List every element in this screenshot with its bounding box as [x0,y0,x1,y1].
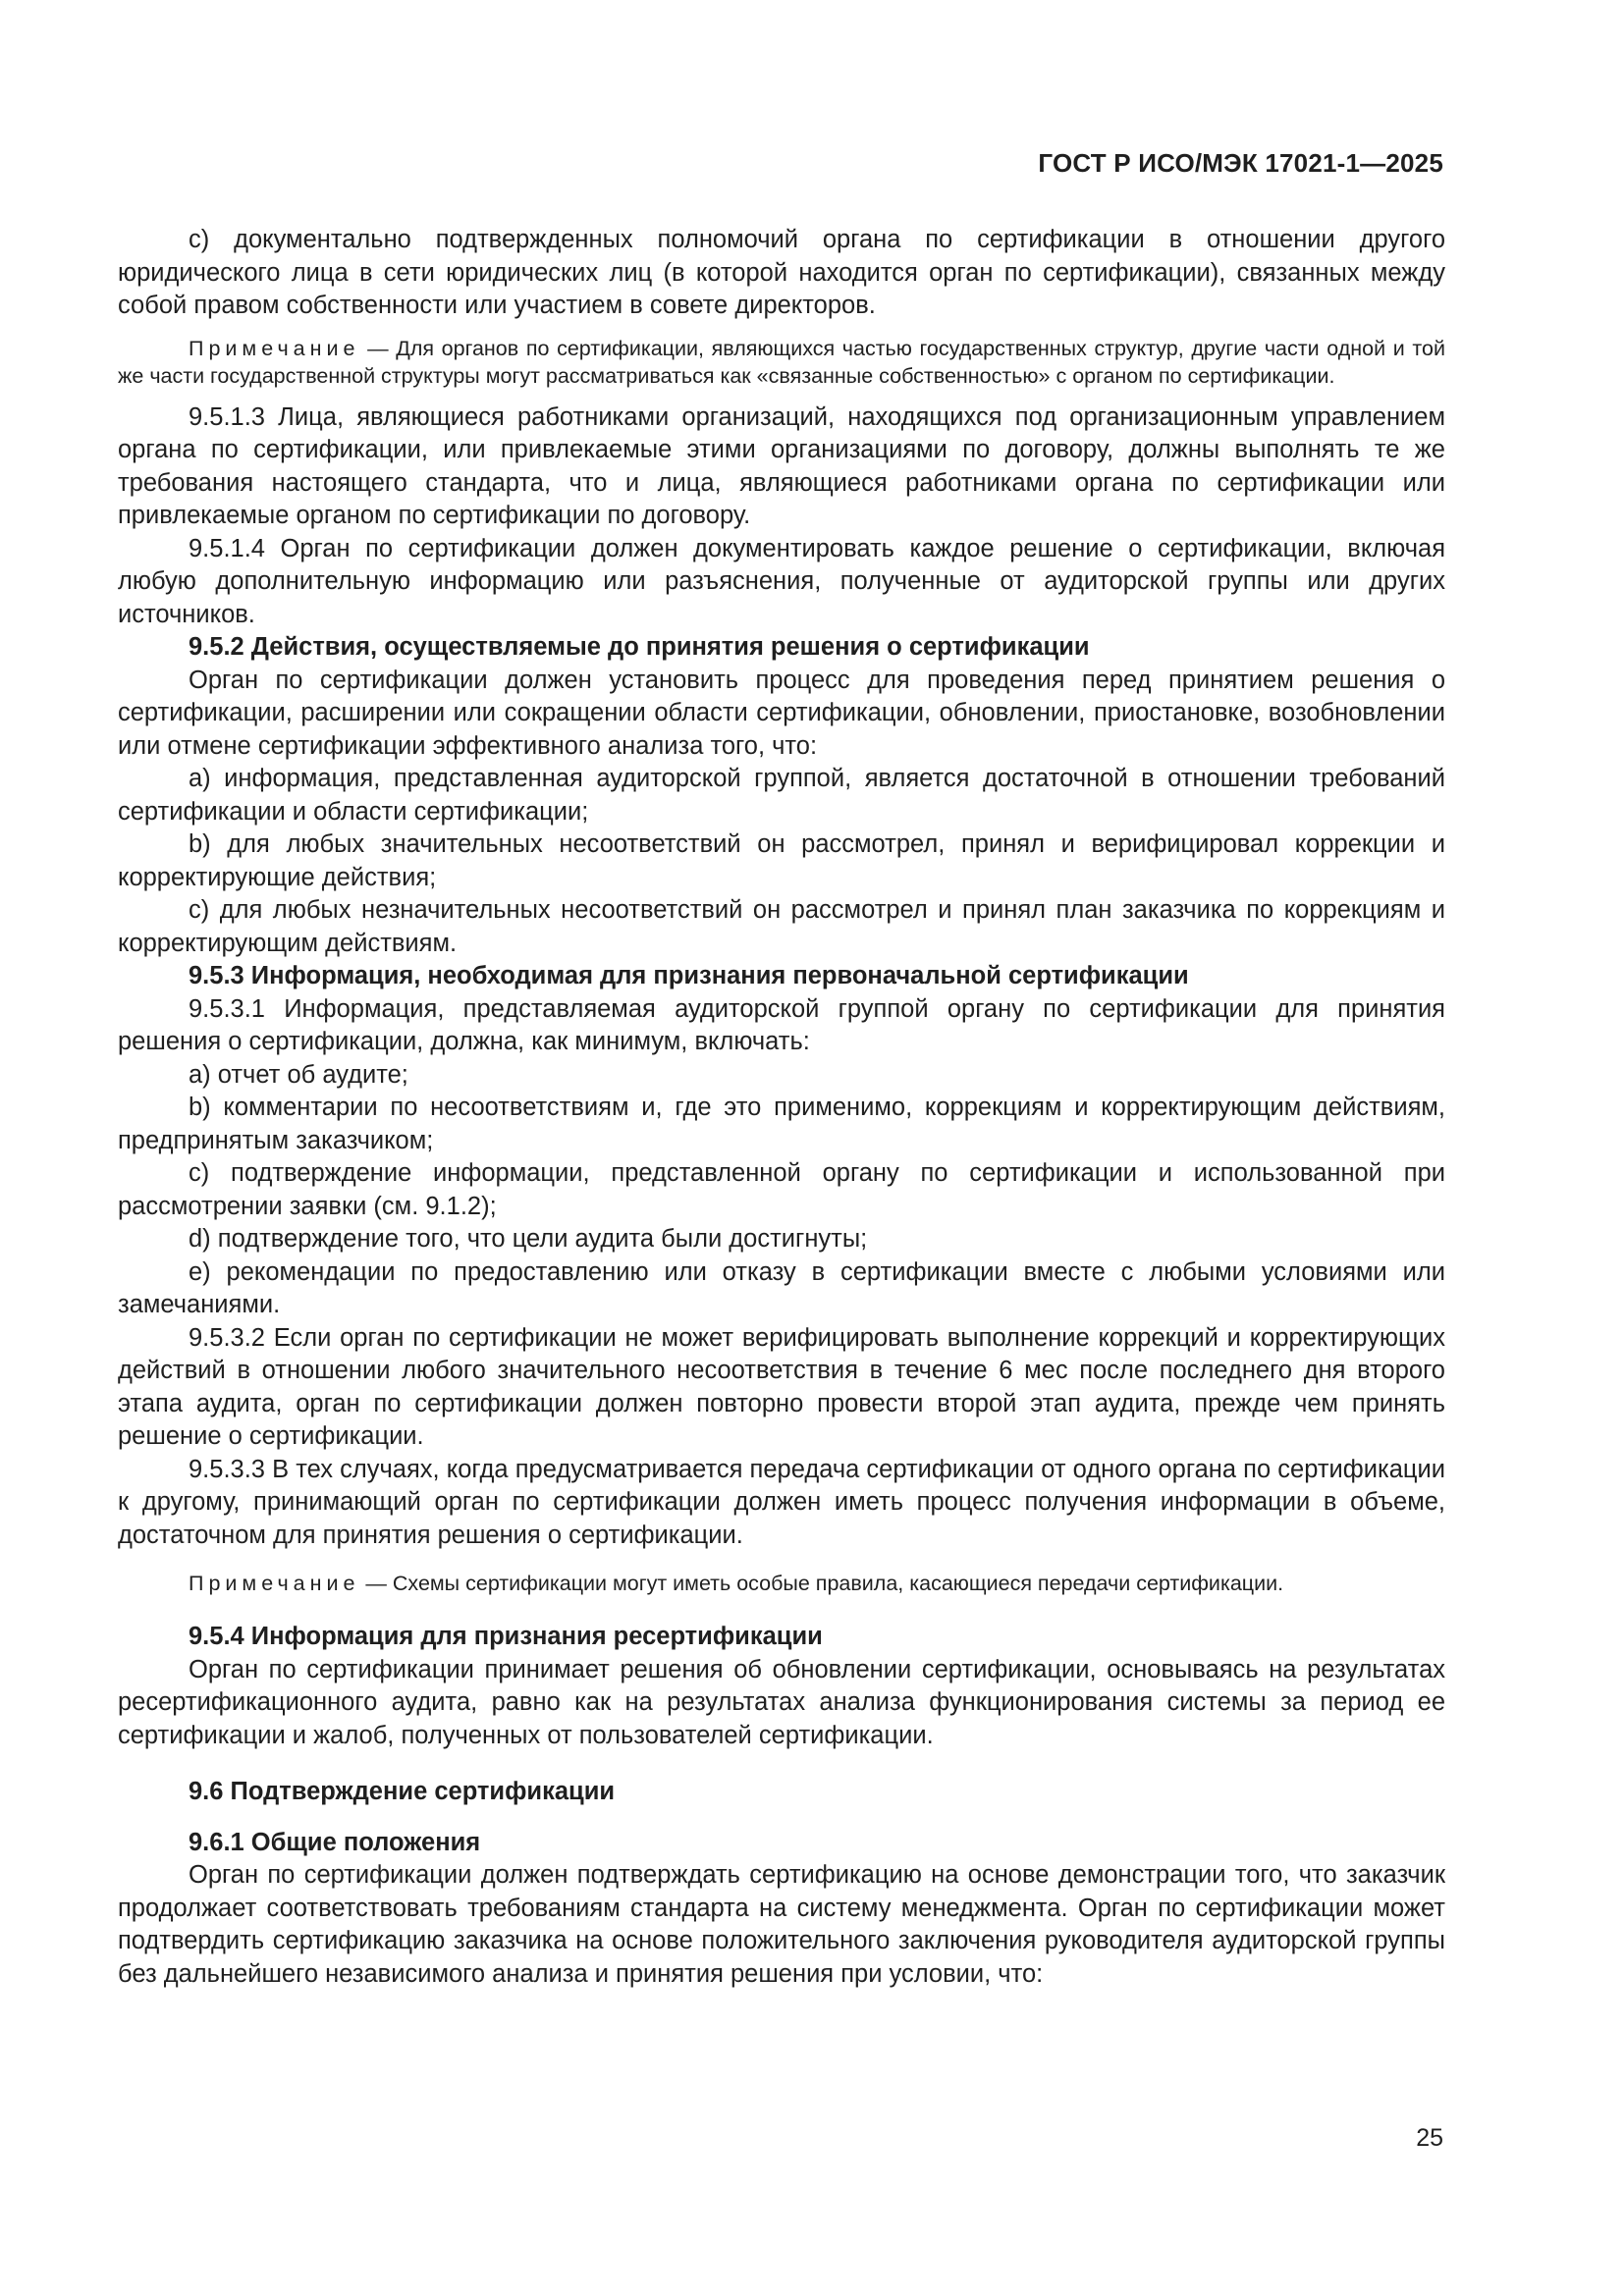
list-item-b: b) для любых значительных несоответствий он рассмотрел, принял и верифицировал коррекции и корректирующие действия; [118,830,1445,891]
clause-9-5-4: Орган по сертификации принимает решения об обновлении сертификации, основываясь на результатах ресертификационного аудита, равно как на результатах анализа функционирования системы за период ее сертификации и жалоб, полученных от пользователей сертификации. [118,1655,1445,1749]
note-2: Примечание — Схемы сертификации могут иметь особые правила, касающиеся передачи сертификации. [189,1572,1284,1595]
clause-9-5-1-4: 9.5.1.4 Орган по сертификации должен документировать каждое решение о сертификации, включая любую дополнительную информацию или разъяснения, полученные от аудиторской группы или других источников. [118,534,1445,628]
heading-9-6-1: 9.6.1 Общие положения [189,1828,481,1856]
heading-9-6: 9.6 Подтверждение сертификации [189,1778,616,1805]
note-label: Примечание [189,1572,360,1595]
page-body [118,224,1445,1991]
document-code-header: ГОСТ Р ИСО/МЭК 17021-1—2025 [1038,148,1443,178]
clause-9-5-2-intro: Орган по сертификации должен установить процесс для проведения перед принятием решения о сертификации, расширении или сокращении области сертификации, обновлении, приостановке, возобновлении или отмене сертификации эффективного анализа того, что: [118,666,1445,760]
heading-9-5-4: 9.5.4 Информация для признания ресертификации [189,1623,823,1650]
clause-9-6-1: Орган по сертификации должен подтверждать сертификацию на основе демонстрации того, что заказчик продолжает соответствовать требованиям стандарта на систему менеджмента. Орган по сертификации может подтвердить сертификацию заказчика на основе положительного заключения руководителя аудиторской группы без дальнейшего независимого анализа и принятия решения при условии, что: [118,1861,1445,1988]
list-item-c: c) подтверждение информации, представленной органу по сертификации и использованной при рассмотрении заявки (см. 9.1.2); [118,1159,1445,1220]
note-text: Схемы сертификации могут иметь особые правила, касающиеся передачи сертификации. [392,1572,1284,1595]
paragraph-item-c: c) документально подтвержденных полномочий органа по сертификации в отношении другого юридического лица в сети юридических лиц (в которой находится орган по сертификации), связанных между собой правом собственности или участием в совете директоров. [118,226,1445,319]
heading-9-5-3: 9.5.3 Информация, необходимая для признания первоначальной сертификации [189,962,1189,989]
clause-9-5-3-2: 9.5.3.2 Если орган по сертификации не может верифицировать выполнение коррекций и корректирующих действий в отношении любого значительного несоответствия в течение 6 мес после последнего дня второго этапа аудита, орган по сертификации должен повторно провести второй этап аудита, прежде чем принять решение о сертификации. [118,1323,1445,1450]
clause-9-5-3-1: 9.5.3.1 Информация, представляемая аудиторской группой органу по сертификации для принятия решения о сертификации, должна, как минимум, включать: [118,994,1445,1055]
clause-9-5-1-3: 9.5.1.3 Лица, являющиеся работниками организаций, находящихся под организационным управлением органа по сертификации, или привлекаемые этими организациями по договору, должны выполнять те же требования настоящего стандарта, что и лица, являющиеся работниками органа по сертификации или привлекаемые органом по сертификации по договору. [118,402,1445,529]
list-item-e: e) рекомендации по предоставлению или отказу в сертификации вместе с любыми условиями или замечаниями. [118,1257,1445,1318]
list-item-d: d) подтверждение того, что цели аудита были достигнуты; [189,1225,868,1253]
heading-9-5-2: 9.5.2 Действия, осуществляемые до принятия решения о сертификации [189,633,1090,661]
list-item-a: a) отчет об аудите; [189,1060,408,1089]
page-number: 25 [1416,2124,1443,2152]
note-1: Примечание — Для органов по сертификации, являющихся частью государственных структур, другие части одной и той же части государственной структуры могут рассматриваться как «связанные собственностью» с органом по сертификации. [118,336,1446,388]
clause-9-5-3-3: 9.5.3.3 В тех случаях, когда предусматривается передача сертификации от одного органа по сертификации к другому, принимающий орган по сертификации должен иметь процесс получения информации в объеме, достаточном для принятия решения о сертификации. [118,1455,1445,1549]
list-item-a: a) информация, представленная аудиторской группой, является достаточной в отношении требований сертификации и области сертификации; [118,765,1445,826]
list-item-c: c) для любых незначительных несоответствий он рассмотрел и принял план заказчика по коррекциям и корректирующим действиям. [118,896,1445,957]
list-item-b: b) комментарии по несоответствиям и, где это применимо, коррекциям и корректирующим действиям, предпринятым заказчиком; [118,1094,1445,1154]
note-text: Для органов по сертификации, являющихся частью государственных структур, другие части одной и той же части государственной структуры могут рассматриваться как «связанные собственностью» с органом по сертификации. [118,336,1446,388]
note-label: Примечание [189,336,360,360]
